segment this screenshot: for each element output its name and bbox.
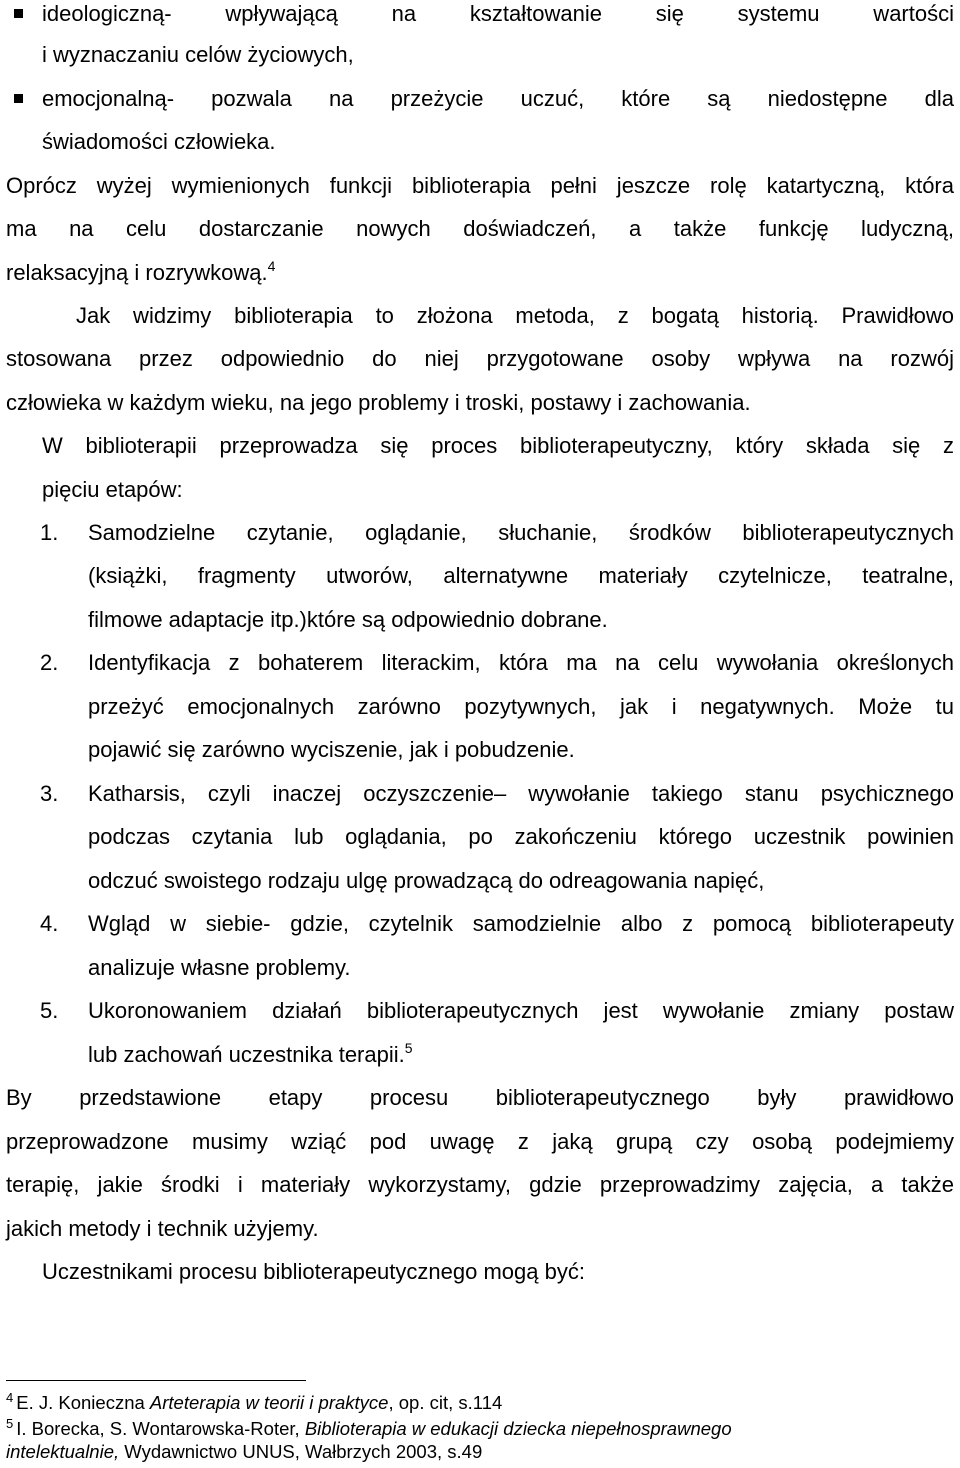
list-item: (książki, fragmenty utworów, alternatywne materiały czytelnicze, teatralne, xyxy=(88,563,954,588)
list-number: 1. xyxy=(40,520,59,545)
list-item: podczas czytania lub oglądania, po zakończeniu którego uczestnik powinien xyxy=(88,824,954,849)
list-number: 4. xyxy=(40,911,59,936)
list-item: Ukoronowaniem działań biblioterapeutycznych jest wywołanie zmiany postaw xyxy=(88,998,954,1023)
list-item: odczuć swoistego rodzaju ulgę prowadzącą do odreagowania napięć, xyxy=(88,868,765,893)
paragraph-line: człowieka w każdym wieku, na jego problemy i troski, postawy i zachowania. xyxy=(6,390,751,415)
footnote-ref: 5 xyxy=(404,1040,413,1056)
list-item: Katharsis, czyli inaczej oczyszczenie– wywołanie takiego stanu psychicznego xyxy=(88,781,954,806)
list-item: Identyfikacja z bohaterem literackim, która ma na celu wywołania określonych xyxy=(88,650,954,675)
paragraph-line: jakich metody i technik użyjemy. xyxy=(6,1216,319,1241)
footnote-separator xyxy=(6,1380,306,1381)
paragraph-line: pięciu etapów: xyxy=(42,477,183,502)
bullet-text: świadomości człowieka. xyxy=(42,129,276,154)
paragraph-line: W biblioterapii przeprowadza się proces biblioterapeutyczny, który składa się z xyxy=(42,433,954,458)
list-item: Wgląd w siebie- gdzie, czytelnik samodzielnie albo z pomocą biblioterapeuty xyxy=(88,911,954,936)
paragraph-line: ma na celu dostarczanie nowych doświadczeń, a także funkcję ludyczną, xyxy=(6,216,954,241)
list-item: pojawić się zarówno wyciszenie, jak i pobudzenie. xyxy=(88,737,575,762)
paragraph-line: stosowana przez odpowiednio do niej przygotowane osoby wpływa na rozwój xyxy=(6,346,954,371)
paragraph-line: relaksacyjną i rozrywkową.$^4$ xyxy=(6,258,276,285)
bullet-text: emocjonalną- pozwala na przeżycie uczuć, które są niedostępne dla xyxy=(42,86,954,111)
paragraph-line: Jak widzimy biblioterapia to złożona metoda, z bogatą historią. Prawidłowo xyxy=(76,303,954,328)
list-item: analizuje własne problemy. xyxy=(88,955,351,980)
footnote: $^4$ E. J. Konieczna Arteterapia w teorii i praktyce, op. cit, s.114 xyxy=(6,1390,503,1413)
list-item: filmowe adaptacje itp.)które są odpowiednio dobrane. xyxy=(88,607,608,632)
list-number: 3. xyxy=(40,781,59,806)
list-number: 5. xyxy=(40,998,59,1023)
paragraph-line: By przedstawione etapy procesu biblioterapeutycznego były prawidłowo xyxy=(6,1085,954,1110)
footnote-ref: 4 xyxy=(267,258,276,274)
list-number: 2. xyxy=(40,650,59,675)
paragraph-line: terapię, jakie środki i materiały wykorzystamy, gdzie przeprowadzimy zajęcia, a także xyxy=(6,1172,954,1197)
paragraph-line: Uczestnikami procesu biblioterapeutycznego mogą być: xyxy=(42,1259,585,1284)
footnote: intelektualnie, Wydawnictwo UNUS, Wałbrzych 2003, s.49 xyxy=(6,1441,483,1462)
list-item: lub zachowań uczestnika terapii.$^5$ xyxy=(88,1040,413,1067)
square-bullet-icon xyxy=(14,9,23,18)
bullet-text: ideologiczną- wpływającą na kształtowanie się systemu wartości xyxy=(42,1,954,26)
list-item: Samodzielne czytanie, oglądanie, słuchanie, środków biblioterapeutycznych xyxy=(88,520,954,545)
square-bullet-icon xyxy=(14,94,23,103)
list-item: przeżyć emocjonalnych zarówno pozytywnych, jak i negatywnych. Może tu xyxy=(88,694,954,719)
paragraph-line: przeprowadzone musimy wziąć pod uwagę z jaką grupą czy osobą podejmiemy xyxy=(6,1129,954,1154)
paragraph-line: Oprócz wyżej wymienionych funkcji biblioterapia pełni jeszcze rolę katartyczną, która xyxy=(6,173,954,198)
footnote: $^5$ I. Borecka, S. Wontarowska-Roter, Biblioterapia w edukacji dziecka niepełnosprawnego xyxy=(6,1416,732,1439)
bullet-text: i wyznaczaniu celów życiowych, xyxy=(42,42,354,67)
